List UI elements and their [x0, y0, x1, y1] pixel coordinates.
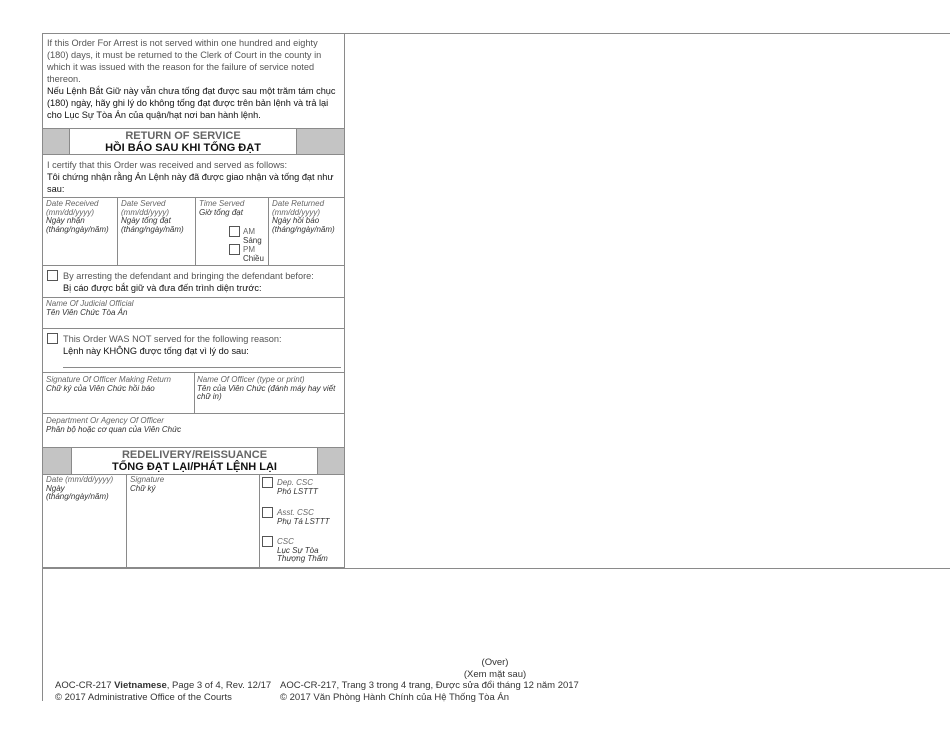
asst-csc-checkbox[interactable]	[262, 507, 273, 518]
title-vi: TỐNG ĐẠT LẠI/PHÁT LỆNH LẠI	[112, 461, 277, 473]
divider	[317, 447, 318, 474]
form-id: AOC-CR-217	[55, 680, 112, 691]
label-vi: Ngày (tháng/ngày/năm)	[46, 483, 109, 502]
notice-en: If this Order For Arrest is not served within one hundred and eighty (180) days, it must be returned to the Clerk of Court in the county in which it was issued with the reason for the failure of service noted thereon.	[47, 38, 322, 84]
divider	[42, 265, 345, 266]
label-en: Dep. CSC	[277, 478, 314, 487]
over-vi: (Xem mặt sau)	[463, 669, 527, 680]
csc-label	[277, 538, 337, 564]
divider	[42, 447, 345, 448]
redelivery-date-field[interactable]	[46, 476, 124, 502]
divider	[126, 474, 127, 568]
label-vi: Tên của Viên Chức (đánh máy hay viết chữ in)	[197, 383, 336, 402]
label-en: Asst. CSC	[277, 508, 314, 517]
pm-checkbox[interactable]	[229, 244, 240, 255]
time-served-field[interactable]	[199, 200, 267, 217]
label-vi: Phân bộ hoặc cơ quan của Viên Chức	[46, 424, 182, 434]
label-vi: Phó LSTTT	[277, 486, 318, 496]
label-en: Name Of Officer (type or print)	[197, 375, 305, 384]
not-served-text	[63, 333, 343, 357]
divider	[42, 197, 345, 198]
title-en: REDELIVERY/REISSUANCE	[121, 449, 268, 461]
divider	[259, 474, 260, 568]
redelivery-title	[72, 449, 317, 473]
notice-text	[47, 37, 341, 121]
am-checkbox[interactable]	[229, 226, 240, 237]
label-en: Date Served (mm/dd/yyyy)	[121, 199, 169, 217]
arresting-en: By arresting the defendant and bringing the defendant before:	[63, 271, 314, 281]
date-served-field[interactable]	[121, 200, 193, 234]
redelivery-signature-field[interactable]	[130, 476, 256, 493]
label-vi: Ngày tống đạt (tháng/ngày/năm)	[121, 216, 184, 234]
label-en: Date (mm/dd/yyyy)	[46, 475, 114, 484]
date-received-field[interactable]	[46, 200, 116, 234]
label-vi: Lục Sự Tòa Thượng Thẩm	[277, 545, 328, 564]
footer-copyright-en: © 2017 Administrative Office of the Courts	[55, 692, 232, 703]
certify-vi: Tôi chứng nhận rằng Án Lệnh này đã được giao nhận và tống đạt như sau:	[47, 172, 334, 194]
pm-en: PM	[243, 245, 255, 254]
judicial-official-field[interactable]	[46, 300, 336, 317]
notice-vi: Nếu Lệnh Bắt Giữ này vẫn chưa tống đạt được sau một trăm tám chục (180) ngày, hãy ghi lý do không tống đạt được trên bản lệnh và trả lại cho Lục Sự Tòa Án của quận/hạt nơi ban hành lệnh.	[47, 86, 336, 120]
title-vi: HỒI BÁO SAU KHI TỐNG ĐẠT	[105, 142, 261, 154]
over-en: (Over)	[481, 657, 509, 668]
arresting-checkbox[interactable]	[47, 270, 58, 281]
top-rule	[42, 33, 950, 34]
pm-label	[243, 246, 264, 263]
certify-text	[47, 159, 341, 195]
footer-copyright-vi: © 2017 Văn Phòng Hành Chính của Hệ Thống Tòa Án	[280, 692, 510, 703]
pm-vi: Chiều	[243, 253, 264, 263]
not-served-checkbox[interactable]	[47, 333, 58, 344]
officer-signature-field[interactable]	[46, 376, 192, 393]
label-vi: Giờ tống đạt	[199, 207, 243, 217]
over-note	[440, 657, 550, 681]
divider	[195, 197, 196, 265]
title-en: RETURN OF SERVICE	[125, 130, 241, 142]
divider	[42, 413, 345, 414]
left-rule	[42, 568, 43, 701]
dep-csc-checkbox[interactable]	[262, 477, 273, 488]
footer-form-info	[55, 680, 271, 692]
am-vi: Sáng	[243, 235, 262, 245]
label-en: Date Received (mm/dd/yyyy)	[46, 199, 99, 217]
label-vi: Chữ ký của Viên Chức hồi báo	[46, 383, 155, 393]
divider	[194, 372, 195, 413]
divider	[268, 197, 269, 265]
footer-page-info-vi: AOC-CR-217, Trang 3 trong 4 trang, Được sửa đổi tháng 12 năm 2017	[280, 680, 579, 691]
label-en: Time Served	[199, 199, 245, 208]
certify-en: I certify that this Order was received and served as follows:	[47, 160, 287, 170]
header-shade-left	[43, 129, 69, 154]
form-language: Vietnamese	[114, 680, 167, 691]
label-en: Date Returned (mm/dd/yyyy)	[272, 199, 325, 217]
header-shade-right	[296, 129, 344, 154]
divider	[42, 297, 345, 298]
label-vi: Tên Viên Chức Tòa Án	[46, 307, 128, 317]
label-vi: Ngày nhận (tháng/ngày/năm)	[46, 216, 109, 234]
csc-checkbox[interactable]	[262, 536, 273, 547]
return-of-service-title	[70, 130, 296, 154]
reason-line[interactable]	[63, 367, 341, 368]
page-info-en: , Page 3 of 4, Rev. 12/17	[166, 680, 272, 691]
header-shade-right	[317, 448, 344, 474]
department-field[interactable]	[46, 417, 336, 434]
not-served-vi: Lệnh này KHÔNG được tống đạt vì lý do sau:	[63, 346, 249, 356]
label-en: CSC	[277, 537, 294, 546]
label-vi: Ngày hồi báo (tháng/ngày/năm)	[272, 216, 335, 234]
header-shade-left	[43, 448, 71, 474]
divider	[117, 197, 118, 265]
officer-name-field[interactable]	[197, 376, 343, 402]
bottom-rule	[42, 568, 950, 569]
am-en: AM	[243, 227, 255, 236]
label-vi: Phụ Tá LSTTT	[277, 516, 330, 526]
arresting-text	[63, 270, 343, 294]
label-vi: Chữ ký	[130, 483, 156, 493]
label-en: Signature	[130, 475, 165, 484]
arresting-vi: Bị cáo được bắt giữ và đưa đến trình diện trước:	[63, 283, 262, 293]
dep-csc-label	[277, 479, 343, 496]
label-en: Signature Of Officer Making Return	[46, 375, 171, 384]
not-served-en: This Order WAS NOT served for the following reason:	[63, 334, 282, 344]
asst-csc-label	[277, 509, 343, 526]
label-en: Name Of Judicial Official	[46, 299, 134, 308]
label-en: Department Or Agency Of Officer	[46, 416, 164, 425]
am-label	[243, 228, 262, 245]
divider	[42, 328, 345, 329]
divider	[296, 128, 297, 154]
date-returned-field[interactable]	[272, 200, 342, 234]
divider	[42, 154, 345, 155]
